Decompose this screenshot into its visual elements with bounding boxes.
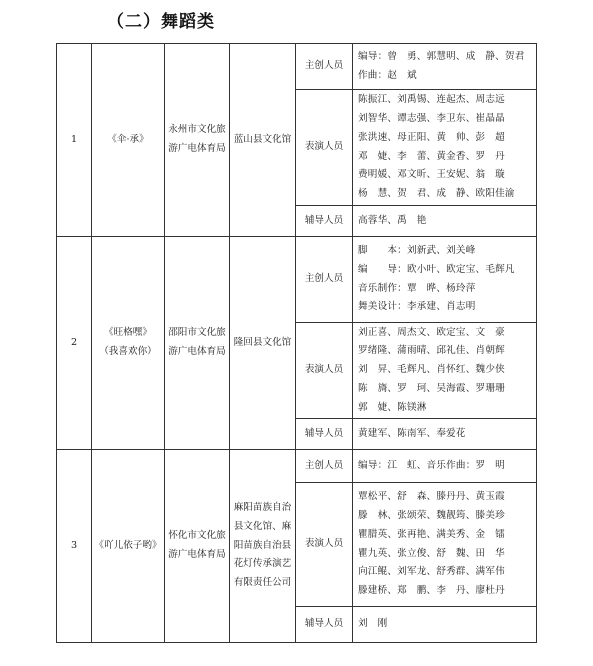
role-names: [353, 450, 537, 483]
entry-title: [92, 44, 165, 237]
entry-number: 2: [57, 237, 92, 450]
role-label: 表演人员: [296, 323, 353, 419]
names-line: 杨 慧、贺 君、成 静、欧阳佳渝: [358, 187, 515, 199]
names-line: 瞿九英、张立俊、舒 魏、田 华: [358, 547, 505, 559]
names-line: 向江鲲、刘军龙、舒秀群、满军伟: [358, 566, 505, 578]
role-names: [353, 419, 537, 450]
entry-unit: 蓝山县文化馆: [230, 44, 296, 237]
role-names: [353, 237, 537, 323]
names-line: 音乐制作：覃 晔、杨玲萍: [358, 282, 476, 294]
names-line: 编 导：欧小叶、欧定宝、毛辉凡: [358, 263, 515, 275]
entry-unit: 麻阳苗族自治县文化馆、麻阳苗族自治县花灯传承演艺有限责任公司: [230, 450, 296, 643]
entry-number: 3: [57, 450, 92, 643]
names-line: 作曲：赵 斌: [358, 69, 417, 81]
role-label: 主创人员: [296, 450, 353, 483]
role-label: 辅导人员: [296, 419, 353, 450]
names-line: 刘正喜、周杰文、欧定宝、文 豪: [358, 326, 505, 338]
award-table-body: [57, 44, 537, 643]
entry-title-line: （我喜欢你）: [99, 346, 157, 357]
award-table: [56, 43, 537, 643]
role-names: [353, 607, 537, 643]
entry-title: [92, 237, 165, 450]
section-title: （二）舞蹈类: [107, 12, 215, 32]
table-row: [57, 44, 537, 90]
role-names: [353, 44, 537, 90]
names-line: 舞美设计：李承建、肖志明: [358, 301, 476, 313]
names-line: 脚 本：刘新武、刘关峰: [358, 245, 476, 257]
role-label: 辅导人员: [296, 206, 353, 237]
names-line: 编导：曾 勇、郭慧明、成 静、贺君: [358, 50, 525, 62]
names-line: 刘 刚: [358, 618, 388, 630]
names-line: 郭 婕、陈镁淋: [358, 401, 427, 413]
names-line: 邓 婕、李 蕾、黄金香、罗 丹: [358, 150, 505, 162]
entry-organization: 邵阳市文化旅游广电体育局: [165, 237, 230, 450]
names-line: 陈振江、刘禹锡、连起杰、周志远: [358, 94, 505, 106]
role-label: 表演人员: [296, 483, 353, 607]
role-names: [353, 206, 537, 237]
table-row: [57, 237, 537, 323]
entry-number: 1: [57, 44, 92, 237]
entry-unit: 隆回县文化馆: [230, 237, 296, 450]
role-names: [353, 323, 537, 419]
names-line: 滕 林、张颂荣、魏靓筠、滕美珍: [358, 510, 505, 522]
names-line: 覃松平、舒 森、滕丹丹、黄玉霞: [358, 491, 505, 503]
role-label: 辅导人员: [296, 607, 353, 643]
table-row: [57, 450, 537, 483]
entry-title-line: 《旺格嘿》: [104, 327, 152, 339]
role-label: 主创人员: [296, 44, 353, 90]
role-label: 表演人员: [296, 90, 353, 206]
entry-organization: 永州市文化旅游广电体育局: [165, 44, 230, 237]
names-line: 费明媛、邓文昕、王安妮、翁 璇: [358, 169, 505, 181]
role-label: 主创人员: [296, 237, 353, 323]
names-line: 刘 昇、毛辉凡、肖怀红、魏少侠: [358, 364, 505, 376]
names-line: 刘智华、谭志强、李卫东、崔晶晶: [358, 113, 505, 125]
entry-title-line: 《伞·承》: [107, 133, 149, 145]
names-line: 编导：江 虹、音乐作曲：罗 明: [358, 459, 505, 471]
entry-title: [92, 450, 165, 643]
names-line: 滕建桥、郑 鹏、李 丹、廖杜丹: [358, 584, 505, 596]
names-line: 张洪速、母正阳、黄 帅、彭 超: [358, 131, 505, 143]
entry-title-line: 《吖儿依子哟》: [94, 539, 162, 551]
names-line: 陈 旖、罗 珂、吴海霞、罗珊珊: [358, 382, 505, 394]
names-line: 瞿腊英、张再艳、满美秀、金 镭: [358, 528, 505, 540]
names-line: 高蓉华、禹 艳: [358, 214, 427, 226]
entry-organization: 怀化市文化旅游广电体育局: [165, 450, 230, 643]
role-names: [353, 90, 537, 206]
names-line: 罗绪隆、蒲雨晴、邱礼佳、肖朝辉: [358, 345, 505, 357]
names-line: 黄建军、陈南军、奉爱花: [358, 427, 466, 439]
role-names: [353, 483, 537, 607]
